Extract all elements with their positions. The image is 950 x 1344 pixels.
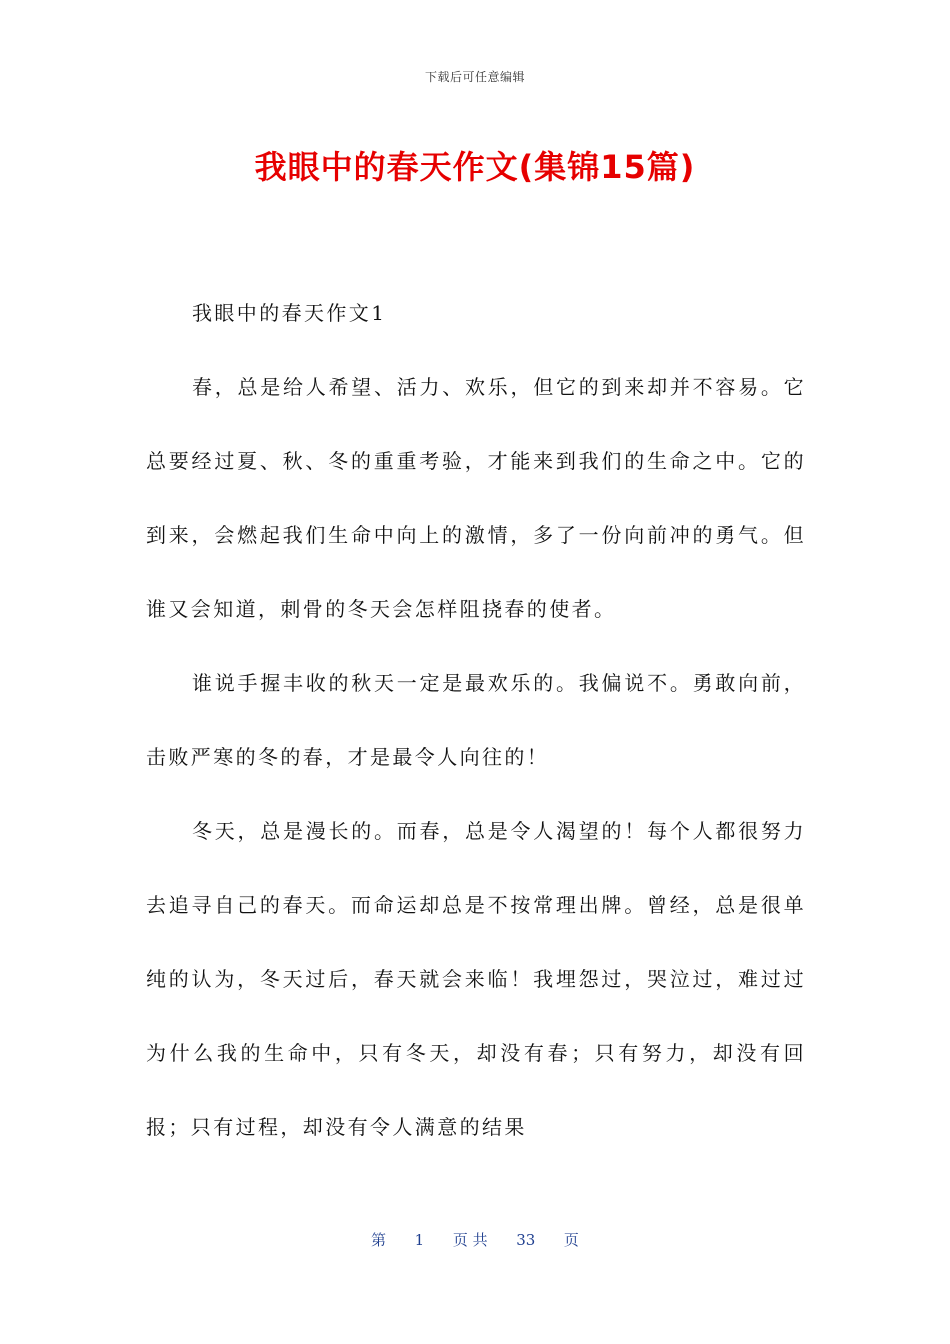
- document-body: [146, 276, 806, 1164]
- paragraph: 冬天，总是漫长的。而春，总是令人渴望的！每个人都很努力去追寻自己的春天。而命运却总是不按常理出牌。曾经，总是很单纯的认为，冬天过后，春天就会来临！我埋怨过，哭泣过，难过过为什么我的生命中，只有冬天，却没有春；只有努力，却没有回报；只有过程，却没有令人满意的结果: [146, 819, 806, 1139]
- header-note: 下载后可任意编辑: [424, 70, 525, 84]
- footer-prefix: 第: [371, 1231, 387, 1249]
- footer-total-pages: 33: [516, 1231, 536, 1249]
- paragraph-heading: 我眼中的春天作文1: [192, 301, 387, 325]
- footer-suffix: 页: [563, 1231, 579, 1249]
- footer-current-page: 1: [414, 1231, 425, 1249]
- footer-middle: 页 共: [452, 1231, 488, 1249]
- document-title: 我眼中的春天作文(集锦15篇): [254, 148, 696, 186]
- paragraph: 春，总是给人希望、活力、欢乐，但它的到来却并不容易。它总要经过夏、秋、冬的重重考验，才能来到我们的生命之中。它的到来，会燃起我们生命中向上的激情，多了一份向前冲的勇气。但谁又会知道，刺骨的冬天会怎样阻挠春的使者。: [146, 375, 806, 621]
- paragraph: 谁说手握丰收的秋天一定是最欢乐的。我偏说不。勇敢向前，击败严寒的冬的春，才是最令人向往的！: [146, 671, 806, 769]
- page-footer: [0, 1229, 950, 1250]
